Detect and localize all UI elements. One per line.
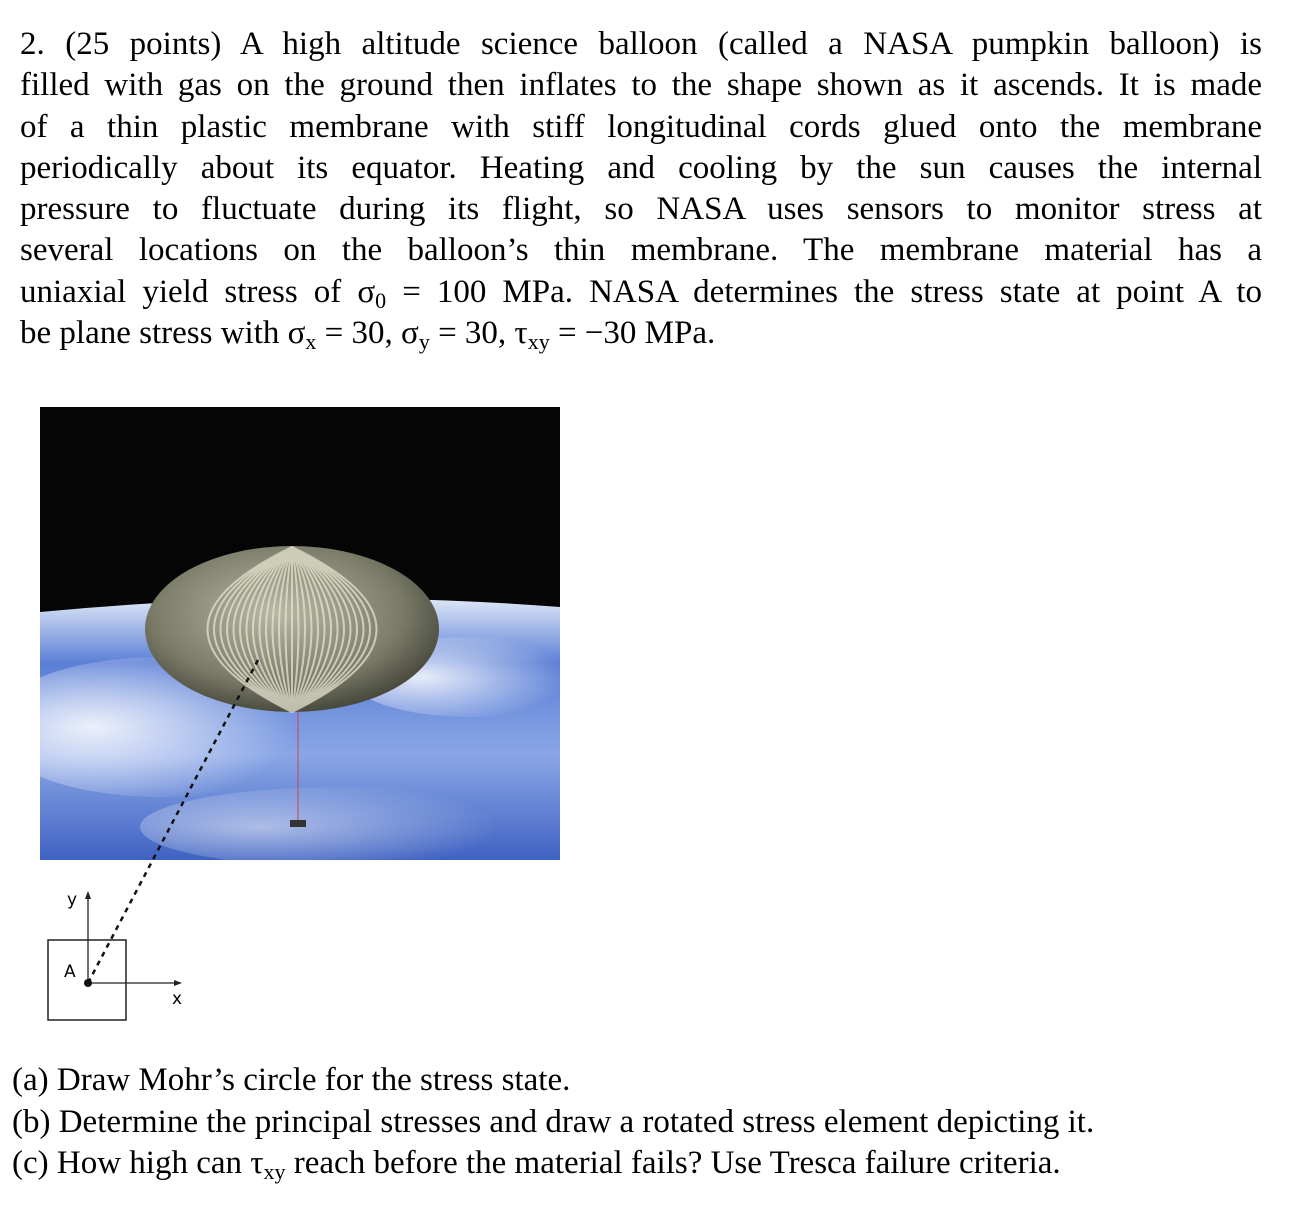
- subscript: xy: [263, 1159, 286, 1184]
- subscript: 0: [375, 287, 387, 313]
- balloon-photo: [40, 407, 560, 860]
- problem-line: periodically about its equator. Heating and cooling by the sun causes the internal: [20, 149, 1262, 186]
- subscript: y: [418, 329, 430, 355]
- stress-element-box: [48, 940, 126, 1020]
- point-a-marker: [84, 979, 92, 987]
- part-c: [12, 1143, 1094, 1185]
- text: uniaxial yield stress of σ: [20, 273, 376, 310]
- text: = 30, σ: [316, 315, 419, 352]
- text: (c) How high can τ: [12, 1145, 264, 1181]
- subscript: x: [305, 329, 317, 355]
- subscript: xy: [527, 329, 550, 355]
- problem-line: of a thin plastic membrane with stiff longitudinal cords glued onto the membrane: [20, 108, 1262, 145]
- x-axis-label: x: [172, 989, 183, 1009]
- x-arrow-icon: [174, 980, 182, 986]
- problem-line: filled with gas on the ground then inflates to the shape shown as it ascends. It is made: [20, 67, 1262, 104]
- payload: [290, 820, 306, 827]
- problem-statement: [20, 24, 1262, 354]
- text: = 100 MPa. NASA determines the stress state at point A to: [386, 273, 1262, 310]
- part-a: (a) Draw Mohr’s circle for the stress state.: [12, 1062, 571, 1098]
- text: reach before the material fails? Use Tresca failure criteria.: [285, 1145, 1061, 1181]
- question-parts: [12, 1060, 1094, 1185]
- y-axis-label: y: [67, 890, 78, 910]
- text: = −30 MPa.: [549, 315, 716, 352]
- point-a-label: A: [64, 962, 76, 982]
- part-b: (b) Determine the principal stresses and draw a rotated stress element depicting it.: [12, 1103, 1095, 1140]
- problem-line: 2. (25 points) A high altitude science balloon (called a NASA pumpkin balloon) is: [20, 26, 1262, 62]
- problem-line: pressure to fluctuate during its flight, so NASA uses sensors to monitor stress at: [20, 191, 1262, 228]
- problem-line: [20, 272, 1262, 313]
- y-arrow-icon: [85, 891, 91, 899]
- problem-line: several locations on the balloon’s thin membrane. The membrane material has a: [20, 232, 1262, 269]
- problem-line: [20, 313, 1262, 354]
- text: = 30, τ: [429, 315, 528, 352]
- text: be plane stress with σ: [20, 315, 306, 352]
